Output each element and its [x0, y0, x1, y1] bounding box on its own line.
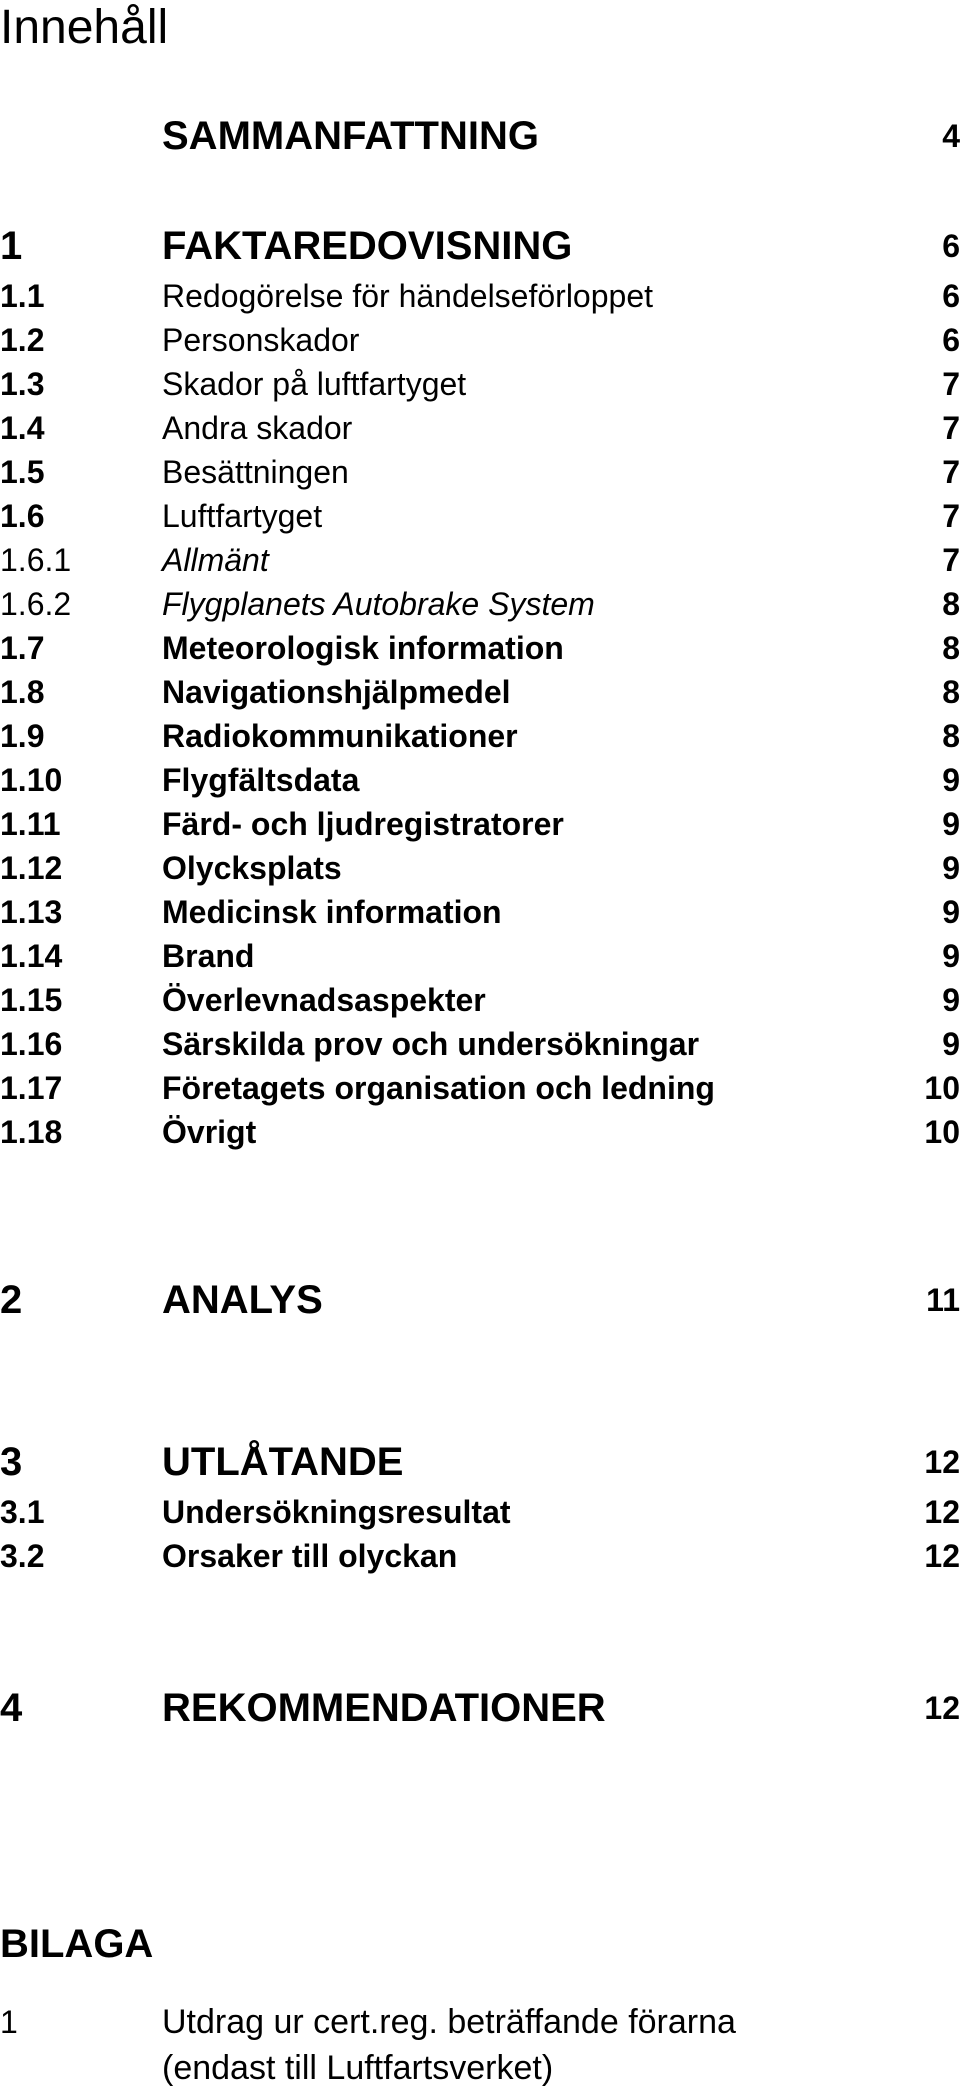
toc-entry-page: 9	[942, 894, 960, 930]
toc-entry-number: 1.12	[0, 850, 63, 886]
toc-entry-title: Luftfartyget	[162, 498, 323, 534]
toc-entry-number: 3.2	[0, 1538, 45, 1574]
toc-entry-title: Radiokommunikationer	[162, 718, 518, 754]
toc-entry-page: 9	[942, 938, 960, 974]
toc-entry-title: Allmänt	[162, 542, 269, 578]
toc-entry-number: 1.6.1	[0, 542, 72, 578]
toc-entry-page: 10	[924, 1114, 960, 1150]
toc-entry-page: 10	[924, 1070, 960, 1106]
toc-entry-number: 1.6	[0, 498, 45, 534]
toc-entry-title: Övrigt	[162, 1114, 257, 1150]
toc-entry-page: 12	[924, 1494, 960, 1530]
appendix-heading: BILAGA	[0, 1922, 154, 1966]
toc-entry-number: 1.18	[0, 1114, 63, 1150]
toc-entry-number: 1.7	[0, 630, 45, 666]
toc-entry-title: Färd- och ljudregistratorer	[162, 806, 564, 842]
toc-entry-title: Navigationshjälpmedel	[162, 674, 511, 710]
toc-entry-number: 1.11	[0, 806, 61, 842]
toc-entry-page: 7	[942, 498, 960, 534]
toc-entry-number: 1.15	[0, 982, 63, 1018]
toc-entry-number: 4	[0, 1686, 23, 1730]
toc-entry-page: 8	[942, 674, 960, 710]
toc-entry-page: 12	[924, 1690, 960, 1726]
toc-entry-title: Redogörelse för händelseförloppet	[162, 278, 653, 314]
toc-entry-title: REKOMMENDATIONER	[162, 1686, 606, 1730]
toc-entry-page: 9	[942, 850, 960, 886]
toc-entry-page: 9	[942, 982, 960, 1018]
toc-entry-title: FAKTAREDOVISNING	[162, 224, 573, 268]
toc-entry-page: 7	[942, 454, 960, 490]
toc-entry-title: Särskilda prov och undersökningar	[162, 1026, 700, 1062]
toc-entry-number: 2	[0, 1278, 23, 1322]
toc-entry-page: 4	[942, 118, 960, 154]
toc-entry-page: 9	[942, 806, 960, 842]
appendix-title: Utdrag ur cert.reg. beträffande förarna	[162, 2003, 736, 2041]
toc-entry-title: Medicinsk information	[162, 894, 502, 930]
toc-entry-title: SAMMANFATTNING	[162, 114, 539, 158]
toc-entry-title: UTLÅTANDE	[162, 1440, 404, 1484]
toc-entry-page: 9	[942, 762, 960, 798]
toc-entry-number: 3.1	[0, 1494, 45, 1530]
toc-entry-number: 1.6.2	[0, 586, 72, 622]
toc-entry-number: 3	[0, 1440, 23, 1484]
toc-entry-title: Orsaker till olyckan	[162, 1538, 458, 1574]
toc-entry-title: Brand	[162, 938, 255, 974]
toc-entry-page: 6	[942, 278, 960, 314]
toc-entry-title: Flygplanets Autobrake System	[162, 586, 595, 622]
toc-entry-page: 8	[942, 630, 960, 666]
toc-entry-page: 8	[942, 718, 960, 754]
toc-entry-title: Meteorologisk information	[162, 630, 564, 666]
toc-entry-page: 6	[942, 228, 960, 264]
appendix-number: 1	[0, 2004, 18, 2040]
toc-entry-number: 1.2	[0, 322, 45, 358]
toc-entry-title: Besättningen	[162, 454, 349, 490]
toc-entry-title: Överlevnadsaspekter	[162, 982, 486, 1018]
toc-entry-number: 1.4	[0, 410, 45, 446]
toc-entry-title: Skador på luftfartyget	[162, 366, 467, 402]
toc-entry-number: 1.5	[0, 454, 45, 490]
toc-entry-title: Andra skador	[162, 410, 353, 446]
toc-entry-title: Företagets organisation och ledning	[162, 1070, 715, 1106]
toc-entry-number: 1	[0, 224, 23, 268]
toc-entry-number: 1.1	[0, 278, 45, 314]
toc-entry-page: 12	[924, 1538, 960, 1574]
toc-entry-page: 9	[942, 1026, 960, 1062]
toc-entry-number: 1.14	[0, 938, 63, 974]
toc-entry-page: 12	[924, 1444, 960, 1480]
toc-entry-title: Personskador	[162, 322, 360, 358]
page-title: Innehåll	[0, 1, 169, 54]
toc-entry-title: Undersökningsresultat	[162, 1494, 511, 1530]
toc-entry-number: 1.8	[0, 674, 45, 710]
toc-entry-number: 1.10	[0, 762, 63, 798]
toc-entry-title: Flygfältsdata	[162, 762, 360, 798]
toc-entry-page: 11	[926, 1282, 960, 1318]
toc-entry-page: 7	[942, 410, 960, 446]
toc-entry-title: Olycksplats	[162, 850, 342, 886]
toc-entry-page: 8	[942, 586, 960, 622]
toc-entry-number: 1.17	[0, 1070, 63, 1106]
toc-entry-page: 6	[942, 322, 960, 358]
toc-entry-page: 7	[942, 366, 960, 402]
toc-entry-title: ANALYS	[162, 1278, 323, 1322]
toc-entry-page: 7	[942, 542, 960, 578]
toc-entry-number: 1.16	[0, 1026, 63, 1062]
appendix-note: (endast till Luftfartsverket)	[162, 2049, 554, 2087]
toc-entry-number: 1.9	[0, 718, 45, 754]
toc-entry-number: 1.3	[0, 366, 45, 402]
toc-entry-number: 1.13	[0, 894, 63, 930]
